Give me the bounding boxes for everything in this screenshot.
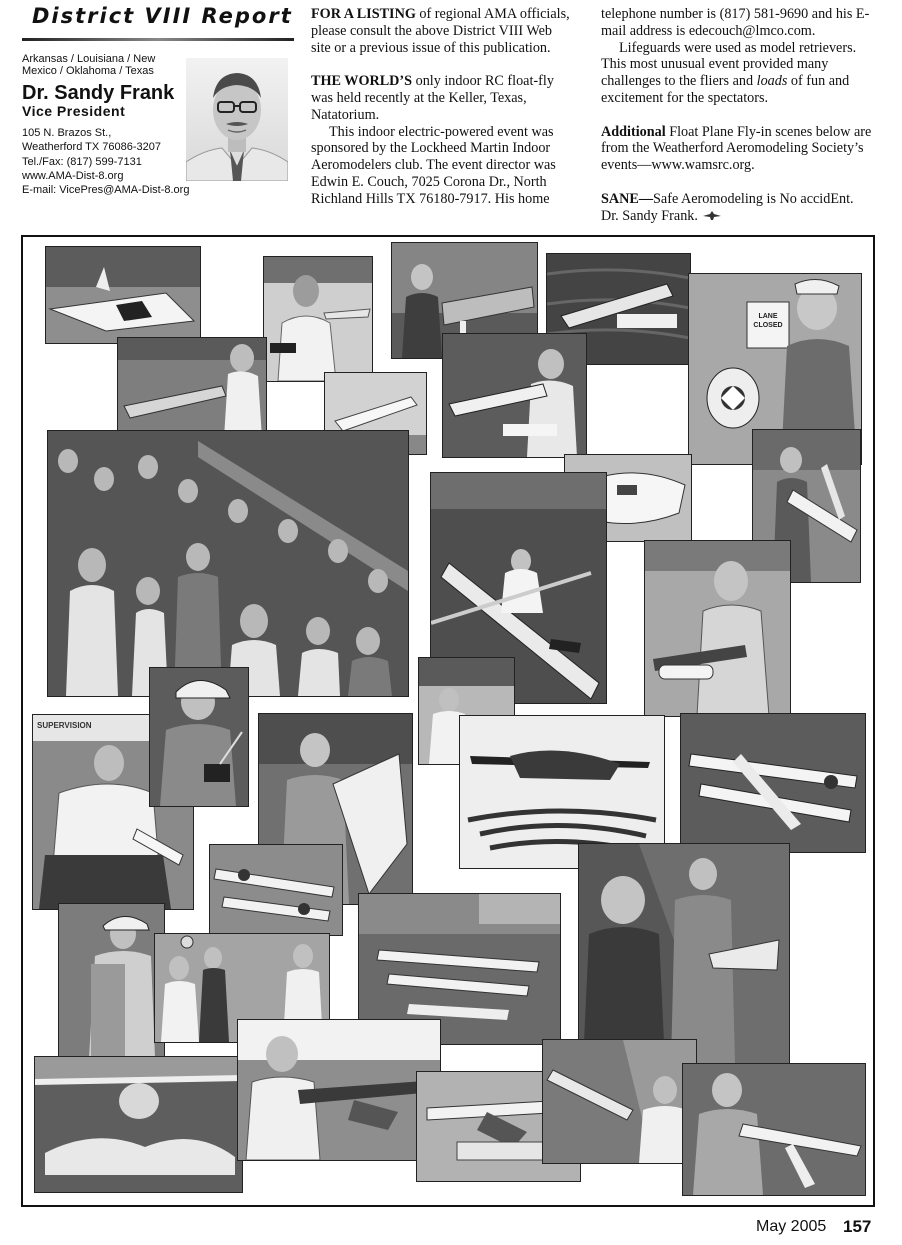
title-rule <box>22 38 294 41</box>
photo-transmitter-pilot <box>149 667 249 807</box>
worlds-text: only indoor RC float-fly was held recently at the Keller, Texas, Natatorium. <box>311 73 554 123</box>
ama-logo-icon <box>702 211 722 221</box>
listing-paragraph <box>311 6 574 56</box>
photo-spectator-crowd <box>47 430 409 697</box>
signature-line <box>601 208 873 225</box>
photo-seated-pilot <box>117 337 267 444</box>
phone-paragraph: telephone number is (817) 581-9690 and his E-mail address is edecouch@lmco.com. <box>601 6 870 39</box>
phone-fax: Tel./Fax: (817) 599-7131 <box>22 155 142 168</box>
photo-seated-fliers <box>542 1039 697 1164</box>
worlds-lead: THE WORLD’S <box>311 73 413 90</box>
vp-name: Dr. Sandy Frank <box>22 82 175 104</box>
photo-biplane-grass <box>680 713 866 853</box>
portrait-photo <box>186 58 288 181</box>
contact-info <box>22 126 212 197</box>
lifeguards-pre: Lifeguards were used as model retrievers. This most unusual event provided many challenges to the fliers and <box>601 39 857 90</box>
listing-lead: FOR A LISTING <box>311 6 416 22</box>
listing-text: of regional AMA officials, please consult the above District VIII Web site or a previous issue of this publication. <box>311 6 570 56</box>
article-column-2 <box>601 6 873 224</box>
photo-man-with-model <box>682 1063 866 1196</box>
issue-date: May 2005 <box>756 1218 827 1235</box>
photo-float-plane-splash <box>34 1056 243 1193</box>
worlds-paragraph <box>311 73 574 123</box>
photo-jet-model <box>45 246 201 344</box>
address-line-1: 105 N. Brazos St., <box>22 127 112 139</box>
lifeguards-emphasis: loads <box>756 73 788 90</box>
signature: Dr. Sandy Frank. <box>601 207 698 224</box>
lifeguards-paragraph <box>601 40 873 107</box>
photo-pilot-smiling <box>263 256 373 382</box>
sane-lead: SANE— <box>601 190 654 207</box>
sane-text: Safe Aeromodeling is No accidEnt. <box>653 190 854 207</box>
page-number: 157 <box>843 1217 872 1236</box>
photo-man-float-plane <box>237 1019 441 1161</box>
sane-paragraph <box>601 191 873 208</box>
report-title: District VIII Report <box>32 4 293 28</box>
district-states: Arkansas / Louisiana / New Mexico / Oklahoma / Texas <box>22 53 156 77</box>
email-link[interactable]: E-mail: VicePres@AMA-Dist-8.org <box>22 184 190 197</box>
article-column-1 <box>311 6 574 208</box>
additional-lead: Additional <box>601 123 666 140</box>
event-paragraph: This indoor electric-powered event was sponsored by the Lockheed Martin Indoor Aeromodelers club. The event director was Edwin E. Couch, 7025 Corona Dr., North Richland Hills TX 76180-7917. His home <box>311 123 556 207</box>
lane-closed-sign: LANE CLOSED <box>753 313 783 329</box>
photo-helicopter-man <box>644 540 791 717</box>
photo-float-plane-held <box>442 333 587 458</box>
lifeguards-post: of fun and excitement for the spectators. <box>601 73 850 106</box>
supervision-sign: SUPERVISION <box>37 721 92 730</box>
address-line-2: Weatherford TX 76086-3207 <box>22 141 162 154</box>
photo-hat-man-model <box>58 903 165 1059</box>
additional-text: Float Plane Fly-in scenes below are from the Weatherford Aeromodeling Society’s events—www.wamsrc.org. <box>601 123 872 174</box>
photo-star-biplane <box>209 844 343 936</box>
website-link[interactable]: www.AMA-Dist-8.org <box>22 169 124 182</box>
photo-boys-stairs <box>578 843 790 1065</box>
additional-paragraph <box>601 124 873 174</box>
photo-collage <box>21 235 875 1207</box>
vp-role: Vice President <box>22 103 126 119</box>
